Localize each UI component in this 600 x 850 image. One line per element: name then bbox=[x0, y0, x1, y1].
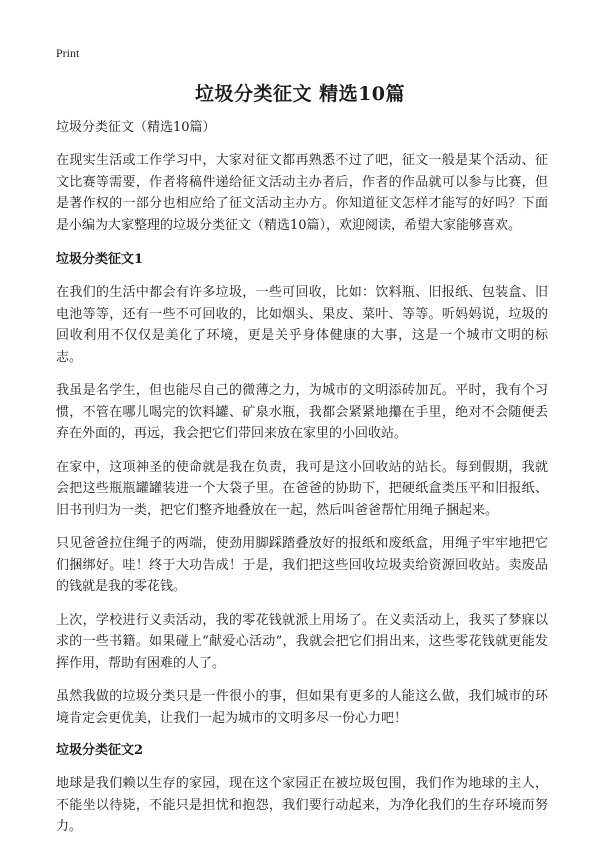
article-subtitle: 垃圾分类征文（精选10篇） bbox=[56, 120, 216, 135]
paragraph: 上次，学校进行义卖活动，我的零花钱就派上用场了。在义卖活动上，我买了梦寐以求的一些书籍。如果碰上“献爱心活动”，我就会把它们捐出来，这些零花钱就更能发挥作用，帮助有困难的人了。 bbox=[56, 612, 548, 671]
article-body bbox=[56, 118, 548, 850]
paragraph: 虽然我做的垃圾分类只是一件很小的事，但如果有更多的人能这么做，我们城市的环境肯定会更优美，让我们一起为城市的文明多尽一份心力吧！ bbox=[56, 689, 548, 726]
paragraph: 地球是我们赖以生存的家园，现在这个家园正在被垃圾包围，我们作为地球的主人，不能坐以待毙，不能只是担忧和抱怨，我们要行动起来，为净化我们的生存环境而努力。 bbox=[56, 776, 548, 834]
intro-paragraph: 在现实生活或工作学习中，大家对征文都再熟悉不过了吧，征文一般是某个活动、征文比赛等需要，作者将稿件递给征文活动主办者后，作者的作品就可以参与比赛，但是著作权的一部分也相应给了征文活动主办方。你知道征文怎样才能写的好吗？下面是小编为大家整理的垃圾分类征文（精选10篇），欢迎阅读，希望大家能够喜欢。 bbox=[56, 153, 548, 233]
print-label[interactable]: Print bbox=[56, 46, 80, 60]
section-heading: 垃圾分类征文2 bbox=[56, 743, 144, 758]
paragraph: 在我们的生活中都会有许多垃圾，一些可回收，比如：饮料瓶、旧报纸、包装盒、旧电池等等，还有一些不可回收的，比如烟头、果皮、菜叶、等等。听妈妈说，垃圾的回收利用不仅仅是美化了环境，更是关乎身体健康的大事，这是一个城市文明的标志。 bbox=[56, 285, 548, 365]
section-heading: 垃圾分类征文1 bbox=[56, 252, 144, 267]
paragraph: 只见爸爸拉住绳子的两端，使劲用脚踩踏叠放好的报纸和废纸盒，用绳子牢牢地把它们捆绑好。哇！终于大功告成！于是，我们把这些回收垃圾卖给资源回收站。卖废品的钱就是我的零花钱。 bbox=[56, 536, 548, 594]
paragraph: 在家中，这项神圣的使命就是我在负责，我可是这小回收站的站长。每到假期，我就会把这些瓶瓶罐罐装进一个大袋子里。在爸爸的协助下，把硬纸盒类压平和旧报纸、旧书刊归为一类，把它们整齐地叠放在一起，然后叫爸爸帮忙用绳子捆起来。 bbox=[56, 459, 548, 518]
paragraph: 我虽是名学生，但也能尽自己的微薄之力，为城市的文明添砖加瓦。平时，我有个习惯，不管在哪儿喝完的饮料罐、矿泉水瓶，我都会紧紧地攥在手里，绝对不会随便丢弃在外面的，再远，我会把它们带回来放在家里的小回收站。 bbox=[56, 383, 548, 441]
page-title: 垃圾分类征文 精选10篇 bbox=[194, 83, 406, 105]
